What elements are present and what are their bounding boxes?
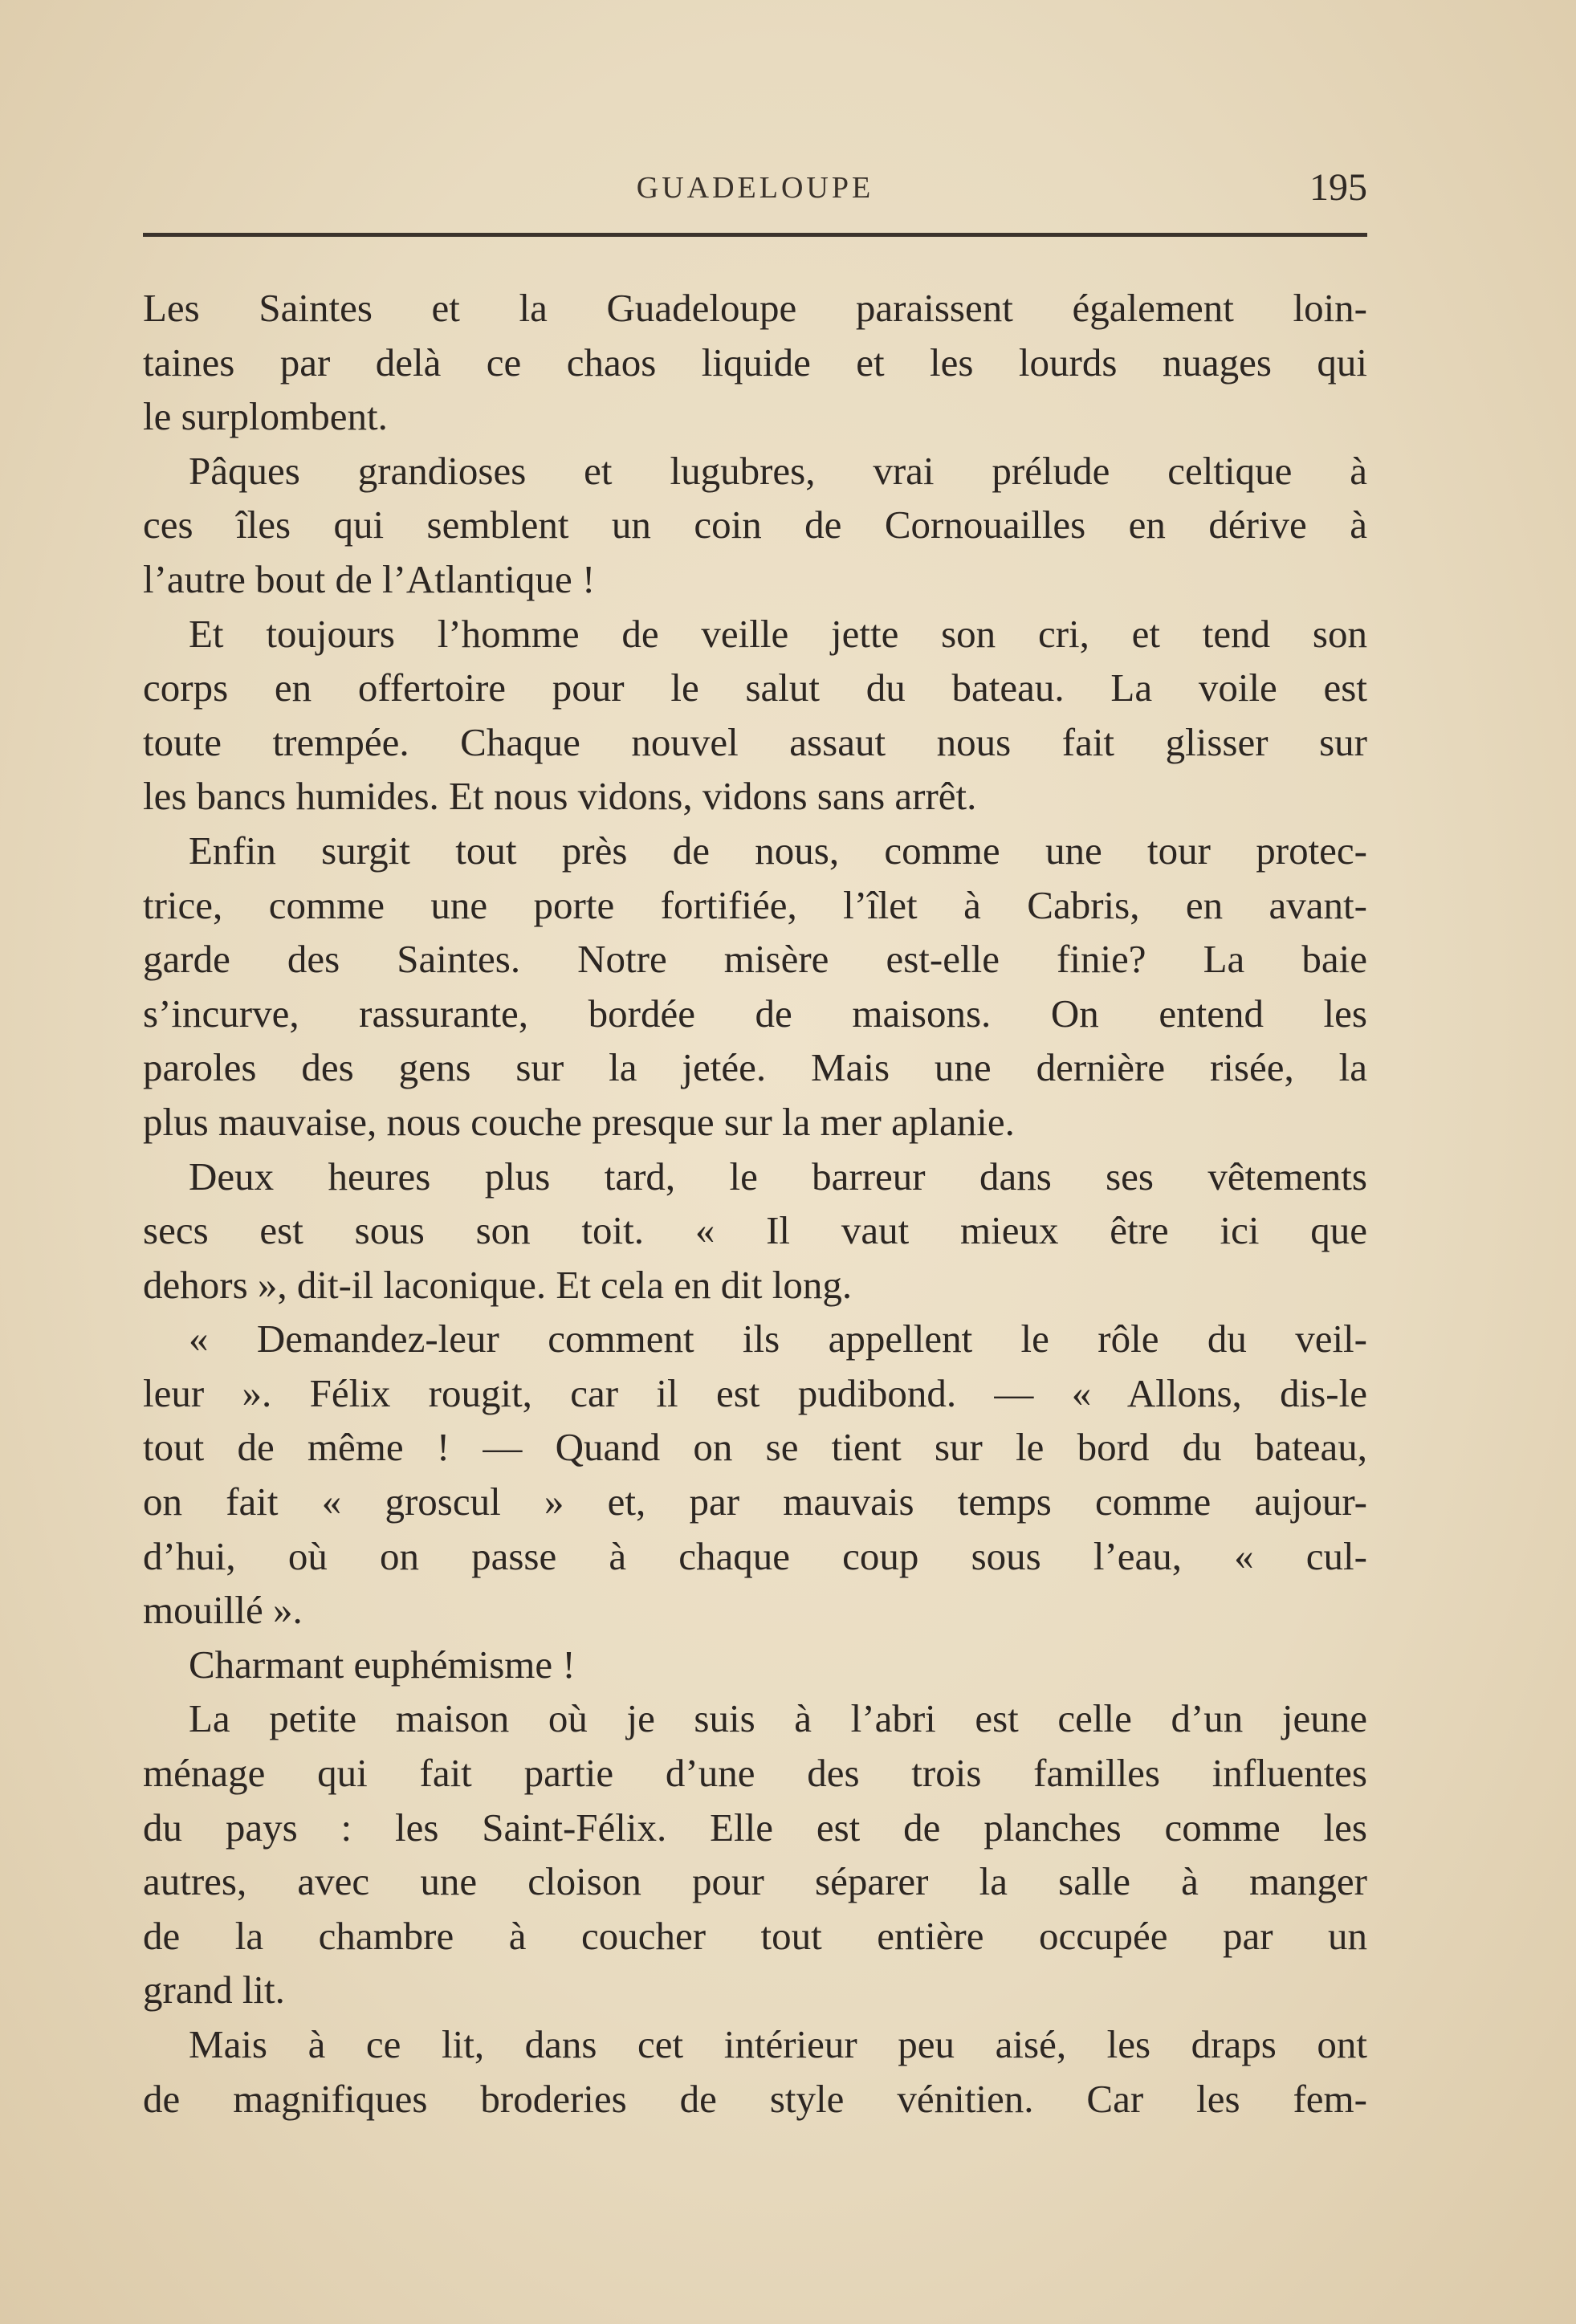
text-line: paroles des gens sur la jetée. Mais une dernière risée, la — [143, 1045, 1367, 1090]
text-line: taines par delà ce chaos liquide et les lourds nuages qui — [143, 340, 1367, 385]
text-line: plus mauvaise, nous couche presque sur la mer aplanie. — [143, 1099, 1015, 1144]
text-line: de la chambre à coucher tout entière occupée par un — [143, 1913, 1367, 1958]
text-line: leur ». Félix rougit, car il est pudibond. — « Allons, dis-le — [143, 1370, 1367, 1415]
body-text — [143, 281, 1367, 2126]
text-line: mouillé ». — [143, 1588, 303, 1633]
text-line: grand lit. — [143, 1968, 285, 2013]
page-number: 195 — [1309, 166, 1367, 209]
text-line: on fait « groscul » et, par mauvais temps comme aujour- — [143, 1479, 1367, 1524]
running-title: GUADELOUPE — [636, 171, 874, 205]
text-line: ménage qui fait partie d’une des trois familles influentes — [143, 1751, 1367, 1796]
text-line: ces îles qui semblent un coin de Cornouailles en dérive à — [143, 503, 1367, 547]
text-line: La petite maison où je suis à l’abri est celle d’un jeune — [189, 1696, 1367, 1741]
text-line: Mais à ce lit, dans cet intérieur peu aisé, les draps ont — [189, 2022, 1367, 2066]
text-line: le surplombent. — [143, 394, 388, 439]
text-line: Enfin surgit tout près de nous, comme une tour protec- — [189, 828, 1367, 873]
header-rule — [143, 233, 1367, 237]
text-line: Les Saintes et la Guadeloupe paraissent également loin- — [143, 286, 1367, 330]
text-line: Et toujours l’homme de veille jette son cri, et tend son — [189, 611, 1367, 656]
text-line: trice, comme une porte fortifiée, l’îlet à Cabris, en avant- — [143, 882, 1367, 927]
text-line: tout de même ! — Quand on se tient sur le bord du bateau, — [143, 1425, 1367, 1470]
text-line: Deux heures plus tard, le barreur dans ses vêtements — [189, 1154, 1367, 1199]
text-line: corps en offertoire pour le salut du bateau. La voile est — [143, 665, 1367, 710]
text-line: d’hui, où on passe à chaque coup sous l’eau, « cul- — [143, 1533, 1367, 1578]
text-line: « Demandez-leur comment ils appellent le rôle du veil- — [189, 1317, 1367, 1361]
text-line: secs est sous son toit. « Il vaut mieux être ici que — [143, 1208, 1367, 1253]
text-line: les bancs humides. Et nous vidons, vidons sans arrêt. — [143, 774, 977, 819]
text-line: l’autre bout de l’Atlantique ! — [143, 556, 596, 601]
text-line: Charmant euphémisme ! — [189, 1642, 576, 1687]
text-line: autres, avec une cloison pour séparer la salle à manger — [143, 1859, 1367, 1904]
text-line: dehors », dit-il laconique. Et cela en dit long. — [143, 1262, 853, 1307]
text-line: toute trempée. Chaque nouvel assaut nous fait glisser sur — [143, 719, 1367, 764]
text-line: s’incurve, rassurante, bordée de maisons. On entend les — [143, 991, 1367, 1036]
text-line: de magnifiques broderies de style vénitien. Car les fem- — [143, 2076, 1367, 2121]
running-head — [143, 166, 1367, 218]
text-line: du pays : les Saint-Félix. Elle est de planches comme les — [143, 1805, 1367, 1850]
text-line: garde des Saintes. Notre misère est-elle finie? La baie — [143, 937, 1367, 982]
text-line: Pâques grandioses et lugubres, vrai prélude celtique à — [189, 448, 1367, 493]
